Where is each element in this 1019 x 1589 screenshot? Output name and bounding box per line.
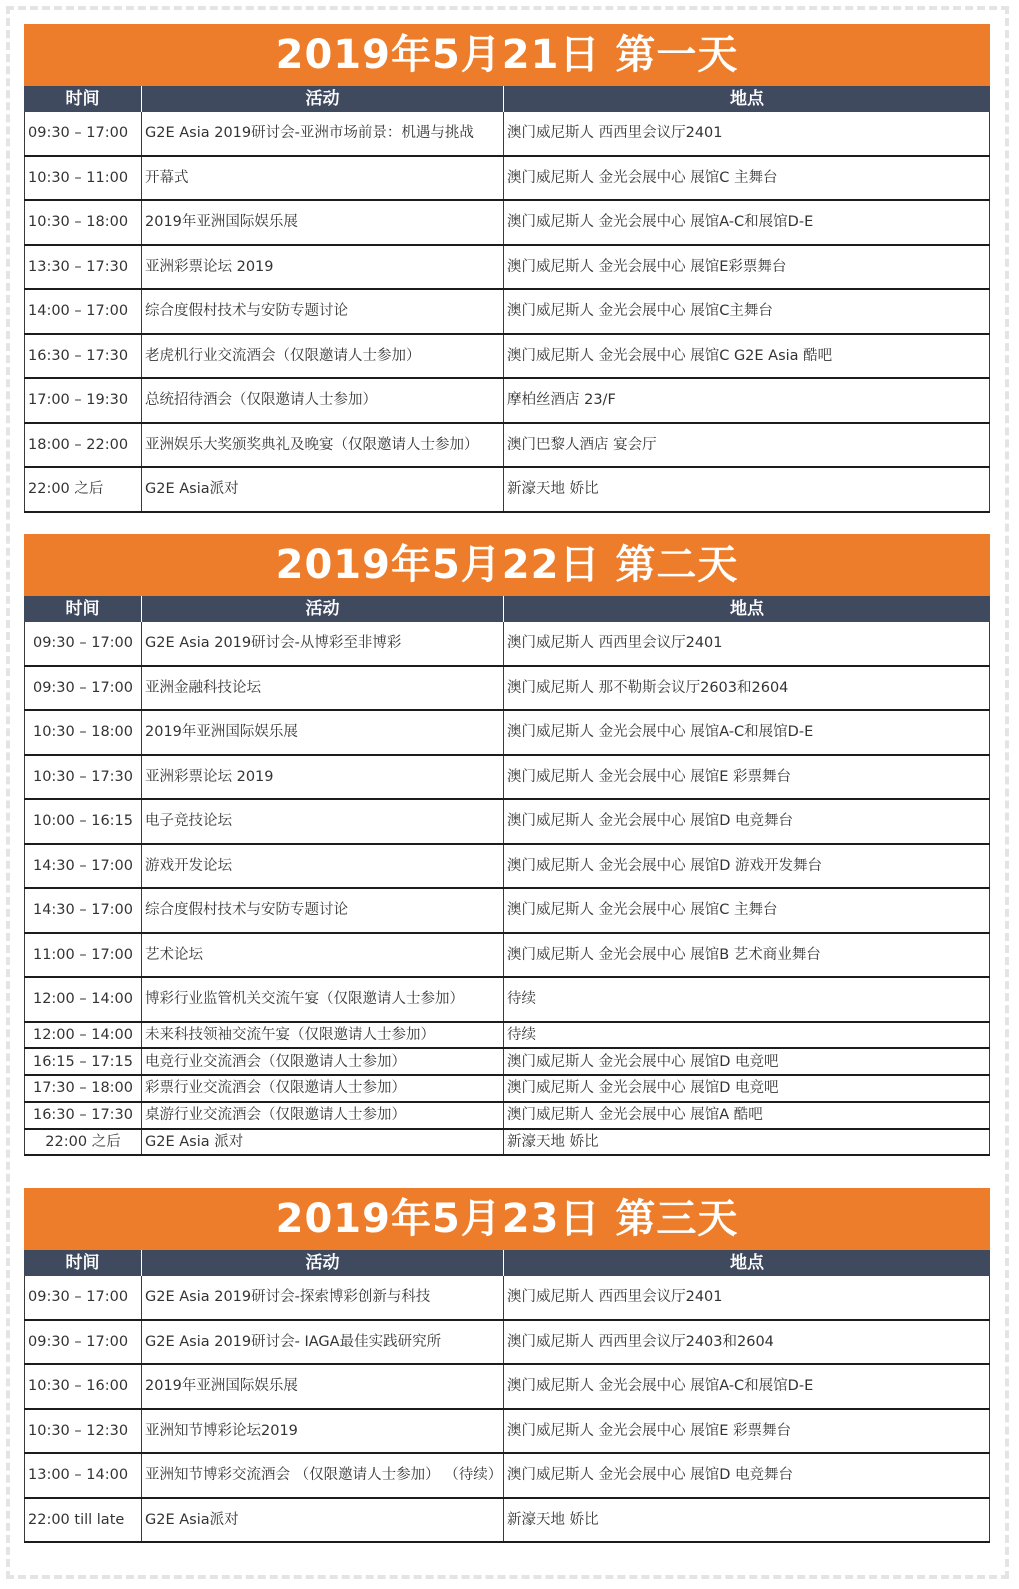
- table-row: [24, 934, 990, 979]
- activity-cell: 总统招待酒会（仅限邀请人士参加）: [142, 379, 504, 422]
- location-cell: 摩柏丝酒店 23/F: [504, 379, 990, 422]
- time-cell: 10:30 – 11:00: [24, 157, 142, 200]
- table-row: [24, 756, 990, 801]
- time-cell: 16:30 – 17:30: [24, 335, 142, 378]
- location-cell: 澳门威尼斯人 金光会展中心 展馆D 电竞吧: [504, 1076, 990, 1101]
- table-row: [24, 889, 990, 934]
- activity-cell: 电子竞技论坛: [142, 800, 504, 843]
- activity-cell: 电竞行业交流酒会（仅限邀请人士参加）: [142, 1049, 504, 1074]
- header-time: 时间: [24, 86, 142, 112]
- table-row: [24, 379, 990, 424]
- time-cell: 18:00 – 22:00: [24, 424, 142, 467]
- table-row: [24, 1365, 990, 1410]
- activity-cell: 桌游行业交流酒会（仅限邀请人士参加）: [142, 1103, 504, 1128]
- header-activity: 活动: [142, 1250, 504, 1276]
- location-cell: 澳门威尼斯人 金光会展中心 展馆A-C和展馆D-E: [504, 201, 990, 244]
- location-cell: 澳门威尼斯人 金光会展中心 展馆D 游戏开发舞台: [504, 845, 990, 888]
- time-cell: 09:30 – 17:00: [24, 667, 142, 710]
- activity-cell: 未来科技领袖交流午宴（仅限邀请人士参加）: [142, 1023, 504, 1048]
- location-cell: 待续: [504, 978, 990, 1021]
- table-row: [24, 978, 990, 1023]
- time-cell: 17:30 – 18:00: [24, 1076, 142, 1101]
- location-cell: 澳门威尼斯人 西西里会议厅2401: [504, 112, 990, 155]
- location-cell: 澳门威尼斯人 西西里会议厅2401: [504, 622, 990, 665]
- location-cell: 新濠天地 娇比: [504, 468, 990, 511]
- location-cell: 澳门威尼斯人 金光会展中心 展馆C 主舞台: [504, 157, 990, 200]
- time-cell: 09:30 – 17:00: [24, 1321, 142, 1364]
- location-cell: 澳门威尼斯人 金光会展中心 展馆C主舞台: [504, 290, 990, 333]
- table-row: [24, 468, 990, 513]
- table-row: [24, 1454, 990, 1499]
- table-row: [24, 335, 990, 380]
- table-row: [24, 1276, 990, 1321]
- activity-cell: 游戏开发论坛: [142, 845, 504, 888]
- location-cell: 澳门威尼斯人 金光会展中心 展馆E 彩票舞台: [504, 756, 990, 799]
- activity-cell: 亚洲彩票论坛 2019: [142, 756, 504, 799]
- location-cell: 澳门威尼斯人 金光会展中心 展馆C G2E Asia 酷吧: [504, 335, 990, 378]
- time-cell: 22:00 之后: [24, 1130, 142, 1155]
- time-cell: 12:00 – 14:00: [24, 1023, 142, 1048]
- activity-cell: 综合度假村技术与安防专题讨论: [142, 290, 504, 333]
- table-row: [24, 845, 990, 890]
- table-row: [24, 667, 990, 712]
- activity-cell: 2019年亚洲国际娱乐展: [142, 711, 504, 754]
- header-activity: 活动: [142, 86, 504, 112]
- header-time: 时间: [24, 596, 142, 622]
- table-header: [24, 86, 990, 112]
- location-cell: 澳门威尼斯人 金光会展中心 展馆B 艺术商业舞台: [504, 934, 990, 977]
- activity-cell: 亚洲娱乐大奖颁奖典礼及晚宴（仅限邀请人士参加）: [142, 424, 504, 467]
- time-cell: 13:30 – 17:30: [24, 246, 142, 289]
- time-cell: 13:00 – 14:00: [24, 1454, 142, 1497]
- time-cell: 10:30 – 18:00: [24, 711, 142, 754]
- day-title: 2019年5月21日 第一天: [24, 24, 990, 86]
- activity-cell: 彩票行业交流酒会（仅限邀请人士参加）: [142, 1076, 504, 1101]
- location-cell: 澳门威尼斯人 金光会展中心 展馆E彩票舞台: [504, 246, 990, 289]
- activity-cell: 艺术论坛: [142, 934, 504, 977]
- time-cell: 17:00 – 19:30: [24, 379, 142, 422]
- time-cell: 10:30 – 18:00: [24, 201, 142, 244]
- header-time: 时间: [24, 1250, 142, 1276]
- header-location: 地点: [730, 89, 764, 109]
- activity-cell: G2E Asia 2019研讨会-亚洲市场前景：机遇与挑战: [142, 112, 504, 155]
- time-cell: 10:30 – 17:30: [24, 756, 142, 799]
- table-row: [24, 246, 990, 291]
- location-cell: 新濠天地 娇比: [504, 1130, 990, 1155]
- table-row: [24, 112, 990, 157]
- table-row: [24, 1410, 990, 1455]
- activity-cell: 2019年亚洲国际娱乐展: [142, 1365, 504, 1408]
- table-row: [24, 1049, 990, 1076]
- time-cell: 10:00 – 16:15: [24, 800, 142, 843]
- activity-cell: 博彩行业监管机关交流午宴（仅限邀请人士参加）: [142, 978, 504, 1021]
- time-cell: 14:30 – 17:00: [24, 889, 142, 932]
- table-row: [24, 1321, 990, 1366]
- table-row: [24, 622, 990, 667]
- table-row: [24, 1076, 990, 1103]
- header-location: 地点: [730, 1253, 764, 1273]
- day-title: 2019年5月22日 第二天: [24, 534, 990, 596]
- table-row: [24, 157, 990, 202]
- time-cell: 09:30 – 17:00: [24, 112, 142, 155]
- activity-cell: 2019年亚洲国际娱乐展: [142, 201, 504, 244]
- time-cell: 14:00 – 17:00: [24, 290, 142, 333]
- time-cell: 09:30 – 17:00: [24, 622, 142, 665]
- table-header: [24, 1250, 990, 1276]
- table-row: [24, 290, 990, 335]
- activity-cell: 亚洲彩票论坛 2019: [142, 246, 504, 289]
- activity-cell: 综合度假村技术与安防专题讨论: [142, 889, 504, 932]
- time-cell: 11:00 – 17:00: [24, 934, 142, 977]
- location-cell: 澳门威尼斯人 金光会展中心 展馆A 酷吧: [504, 1103, 990, 1128]
- table-row: [24, 1499, 990, 1544]
- time-cell: 22:00 till late: [24, 1499, 142, 1542]
- activity-cell: G2E Asia 2019研讨会- IAGA最佳实践研究所: [142, 1321, 504, 1364]
- day-title: 2019年5月23日 第三天: [24, 1188, 990, 1250]
- table-row: [24, 1130, 990, 1157]
- location-cell: 新濠天地 娇比: [504, 1499, 990, 1542]
- table-row: [24, 800, 990, 845]
- time-cell: 22:00 之后: [24, 468, 142, 511]
- header-activity: 活动: [142, 596, 504, 622]
- activity-cell: 老虎机行业交流酒会（仅限邀请人士参加）: [142, 335, 504, 378]
- activity-cell: G2E Asia派对: [142, 1499, 504, 1542]
- header-location: 地点: [730, 599, 764, 619]
- activity-cell: G2E Asia 2019研讨会-从博彩至非博彩: [142, 622, 504, 665]
- time-cell: 10:30 – 12:30: [24, 1410, 142, 1453]
- location-cell: 澳门威尼斯人 金光会展中心 展馆D 电竞舞台: [504, 800, 990, 843]
- location-cell: 澳门威尼斯人 金光会展中心 展馆A-C和展馆D-E: [504, 711, 990, 754]
- location-cell: 澳门威尼斯人 那不勒斯会议厅2603和2604: [504, 667, 990, 710]
- day-2-schedule: [24, 534, 990, 1156]
- table-row: [24, 424, 990, 469]
- day-3-schedule: [24, 1188, 990, 1543]
- table-row: [24, 201, 990, 246]
- location-cell: 澳门威尼斯人 西西里会议厅2401: [504, 1276, 990, 1319]
- activity-cell: 亚洲知节博彩交流酒会 （仅限邀请人士参加） （待续）: [142, 1454, 504, 1497]
- location-cell: 澳门巴黎人酒店 宴会厅: [504, 424, 990, 467]
- day-1-schedule: [24, 24, 990, 513]
- time-cell: 12:00 – 14:00: [24, 978, 142, 1021]
- time-cell: 10:30 – 16:00: [24, 1365, 142, 1408]
- table-row: [24, 1103, 990, 1130]
- location-cell: 澳门威尼斯人 金光会展中心 展馆D 电竞吧: [504, 1049, 990, 1074]
- location-cell: 待续: [504, 1023, 990, 1048]
- time-cell: 09:30 – 17:00: [24, 1276, 142, 1319]
- location-cell: 澳门威尼斯人 金光会展中心 展馆D 电竞舞台: [504, 1454, 990, 1497]
- location-cell: 澳门威尼斯人 金光会展中心 展馆E 彩票舞台: [504, 1410, 990, 1453]
- table-row: [24, 1023, 990, 1050]
- table-header: [24, 596, 990, 622]
- activity-cell: 开幕式: [142, 157, 504, 200]
- time-cell: 14:30 – 17:00: [24, 845, 142, 888]
- location-cell: 澳门威尼斯人 金光会展中心 展馆A-C和展馆D-E: [504, 1365, 990, 1408]
- time-cell: 16:30 – 17:30: [24, 1103, 142, 1128]
- activity-cell: 亚洲知节博彩论坛2019: [142, 1410, 504, 1453]
- location-cell: 澳门威尼斯人 西西里会议厅2403和2604: [504, 1321, 990, 1364]
- activity-cell: G2E Asia 2019研讨会-探索博彩创新与科技: [142, 1276, 504, 1319]
- location-cell: 澳门威尼斯人 金光会展中心 展馆C 主舞台: [504, 889, 990, 932]
- activity-cell: G2E Asia 派对: [142, 1130, 504, 1155]
- activity-cell: G2E Asia派对: [142, 468, 504, 511]
- time-cell: 16:15 – 17:15: [24, 1049, 142, 1074]
- activity-cell: 亚洲金融科技论坛: [142, 667, 504, 710]
- table-row: [24, 711, 990, 756]
